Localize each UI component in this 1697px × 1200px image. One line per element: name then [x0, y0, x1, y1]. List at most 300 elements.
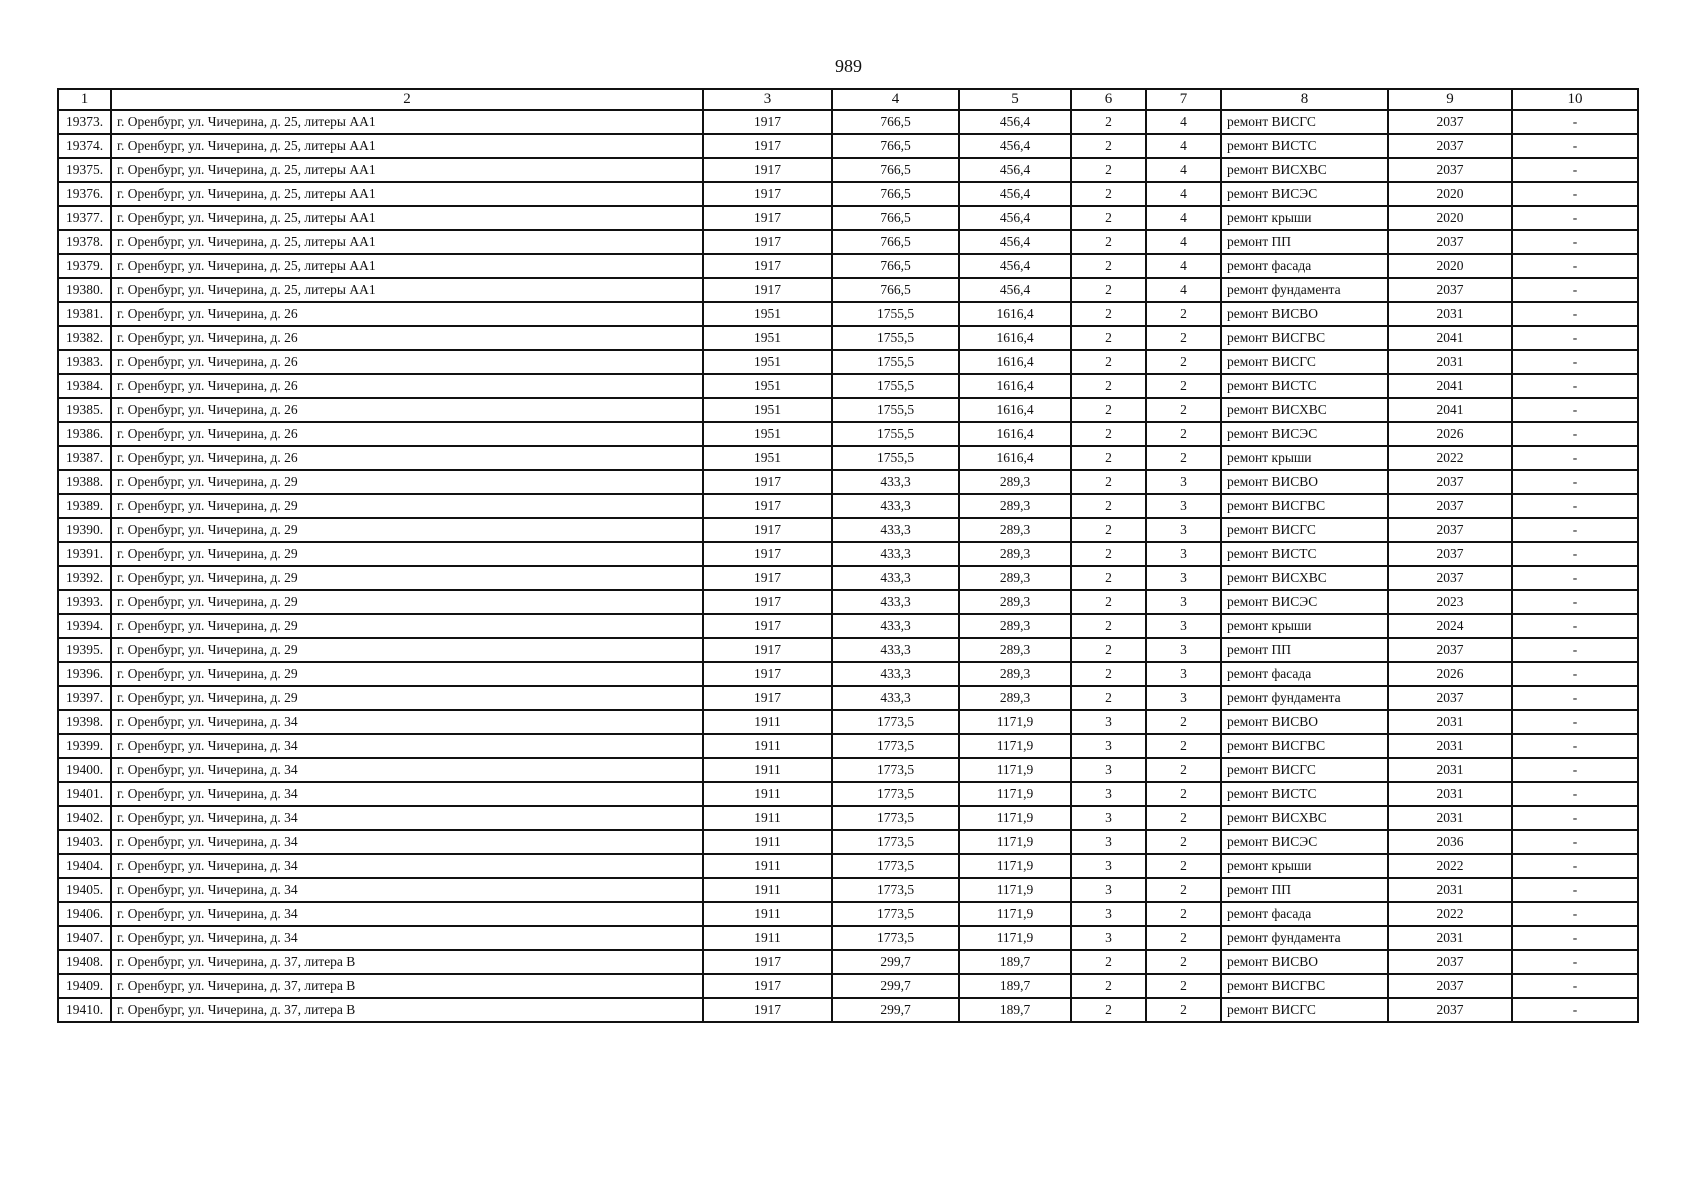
work-type-cell: ремонт крыши	[1221, 206, 1388, 230]
col10-cell: -	[1512, 278, 1638, 302]
planned-year-cell: 2037	[1388, 158, 1512, 182]
table-row	[58, 182, 1638, 206]
planned-year-cell: 2031	[1388, 710, 1512, 734]
col10-cell: -	[1512, 950, 1638, 974]
row-number: 19404.	[58, 854, 111, 878]
work-type-cell: ремонт ПП	[1221, 878, 1388, 902]
address-cell: г. Оренбург, ул. Чичерина, д. 25, литеры АА1	[111, 254, 703, 278]
col6-cell: 3	[1071, 734, 1146, 758]
total-area-cell: 1773,5	[832, 734, 959, 758]
col7-cell: 2	[1146, 950, 1221, 974]
total-area-cell: 1773,5	[832, 710, 959, 734]
col6-cell: 2	[1071, 950, 1146, 974]
address-cell: г. Оренбург, ул. Чичерина, д. 25, литеры АА1	[111, 158, 703, 182]
planned-year-cell: 2031	[1388, 758, 1512, 782]
col6-cell: 3	[1071, 830, 1146, 854]
table-row	[58, 878, 1638, 902]
living-area-cell: 1171,9	[959, 806, 1071, 830]
year-cell: 1911	[703, 854, 832, 878]
living-area-cell: 289,3	[959, 638, 1071, 662]
table-row	[58, 830, 1638, 854]
col6-cell: 2	[1071, 350, 1146, 374]
column-header-7: 7	[1146, 89, 1221, 110]
repair-schedule-table	[57, 88, 1639, 1023]
table-row	[58, 518, 1638, 542]
table-row	[58, 926, 1638, 950]
table-row	[58, 566, 1638, 590]
col10-cell: -	[1512, 230, 1638, 254]
living-area-cell: 456,4	[959, 230, 1071, 254]
table-row	[58, 206, 1638, 230]
col6-cell: 3	[1071, 806, 1146, 830]
address-cell: г. Оренбург, ул. Чичерина, д. 37, литера В	[111, 950, 703, 974]
col10-cell: -	[1512, 254, 1638, 278]
col7-cell: 4	[1146, 254, 1221, 278]
work-type-cell: ремонт ВИСТС	[1221, 782, 1388, 806]
col10-cell: -	[1512, 302, 1638, 326]
work-type-cell: ремонт ВИСГС	[1221, 518, 1388, 542]
address-cell: г. Оренбург, ул. Чичерина, д. 34	[111, 710, 703, 734]
col7-cell: 3	[1146, 686, 1221, 710]
address-cell: г. Оренбург, ул. Чичерина, д. 34	[111, 758, 703, 782]
address-cell: г. Оренбург, ул. Чичерина, д. 34	[111, 734, 703, 758]
total-area-cell: 766,5	[832, 278, 959, 302]
year-cell: 1951	[703, 302, 832, 326]
column-header-2: 2	[111, 89, 703, 110]
table-row	[58, 758, 1638, 782]
table-row	[58, 110, 1638, 134]
address-cell: г. Оренбург, ул. Чичерина, д. 34	[111, 782, 703, 806]
total-area-cell: 1773,5	[832, 854, 959, 878]
year-cell: 1951	[703, 398, 832, 422]
total-area-cell: 433,3	[832, 686, 959, 710]
col7-cell: 2	[1146, 974, 1221, 998]
col7-cell: 2	[1146, 422, 1221, 446]
col6-cell: 2	[1071, 374, 1146, 398]
living-area-cell: 189,7	[959, 950, 1071, 974]
year-cell: 1911	[703, 878, 832, 902]
table-row	[58, 398, 1638, 422]
col6-cell: 2	[1071, 494, 1146, 518]
total-area-cell: 1773,5	[832, 926, 959, 950]
col10-cell: -	[1512, 974, 1638, 998]
col6-cell: 3	[1071, 782, 1146, 806]
address-cell: г. Оренбург, ул. Чичерина, д. 34	[111, 926, 703, 950]
col10-cell: -	[1512, 614, 1638, 638]
living-area-cell: 456,4	[959, 182, 1071, 206]
living-area-cell: 1171,9	[959, 854, 1071, 878]
col10-cell: -	[1512, 830, 1638, 854]
address-cell: г. Оренбург, ул. Чичерина, д. 25, литеры АА1	[111, 206, 703, 230]
col6-cell: 2	[1071, 326, 1146, 350]
col6-cell: 2	[1071, 134, 1146, 158]
living-area-cell: 456,4	[959, 110, 1071, 134]
work-type-cell: ремонт фундамента	[1221, 278, 1388, 302]
col10-cell: -	[1512, 374, 1638, 398]
work-type-cell: ремонт ВИСХВС	[1221, 806, 1388, 830]
work-type-cell: ремонт ВИСВО	[1221, 302, 1388, 326]
total-area-cell: 1755,5	[832, 374, 959, 398]
col10-cell: -	[1512, 422, 1638, 446]
row-number: 19402.	[58, 806, 111, 830]
col7-cell: 3	[1146, 542, 1221, 566]
address-cell: г. Оренбург, ул. Чичерина, д. 34	[111, 878, 703, 902]
table-body	[58, 110, 1638, 1022]
work-type-cell: ремонт ВИСГВС	[1221, 734, 1388, 758]
address-cell: г. Оренбург, ул. Чичерина, д. 37, литера В	[111, 998, 703, 1022]
year-cell: 1911	[703, 710, 832, 734]
living-area-cell: 1171,9	[959, 734, 1071, 758]
col10-cell: -	[1512, 686, 1638, 710]
col6-cell: 2	[1071, 998, 1146, 1022]
column-header-6: 6	[1071, 89, 1146, 110]
col7-cell: 2	[1146, 926, 1221, 950]
total-area-cell: 766,5	[832, 206, 959, 230]
row-number: 19379.	[58, 254, 111, 278]
address-cell: г. Оренбург, ул. Чичерина, д. 25, литеры АА1	[111, 110, 703, 134]
year-cell: 1911	[703, 902, 832, 926]
row-number: 19385.	[58, 398, 111, 422]
work-type-cell: ремонт ВИСГС	[1221, 350, 1388, 374]
row-number: 19384.	[58, 374, 111, 398]
living-area-cell: 1616,4	[959, 422, 1071, 446]
year-cell: 1917	[703, 278, 832, 302]
column-header-8: 8	[1221, 89, 1388, 110]
table-row	[58, 326, 1638, 350]
living-area-cell: 1171,9	[959, 710, 1071, 734]
col10-cell: -	[1512, 662, 1638, 686]
table-row	[58, 446, 1638, 470]
col10-cell: -	[1512, 182, 1638, 206]
address-cell: г. Оренбург, ул. Чичерина, д. 26	[111, 302, 703, 326]
col10-cell: -	[1512, 878, 1638, 902]
col7-cell: 4	[1146, 158, 1221, 182]
total-area-cell: 1755,5	[832, 350, 959, 374]
row-number: 19407.	[58, 926, 111, 950]
col6-cell: 3	[1071, 878, 1146, 902]
planned-year-cell: 2041	[1388, 398, 1512, 422]
year-cell: 1951	[703, 350, 832, 374]
total-area-cell: 299,7	[832, 974, 959, 998]
address-cell: г. Оренбург, ул. Чичерина, д. 26	[111, 374, 703, 398]
table-row	[58, 998, 1638, 1022]
col6-cell: 2	[1071, 182, 1146, 206]
col6-cell: 2	[1071, 254, 1146, 278]
col10-cell: -	[1512, 134, 1638, 158]
work-type-cell: ремонт ПП	[1221, 230, 1388, 254]
col7-cell: 2	[1146, 302, 1221, 326]
living-area-cell: 289,3	[959, 470, 1071, 494]
col10-cell: -	[1512, 782, 1638, 806]
col6-cell: 2	[1071, 542, 1146, 566]
table-row	[58, 542, 1638, 566]
col6-cell: 2	[1071, 470, 1146, 494]
col6-cell: 2	[1071, 302, 1146, 326]
col6-cell: 2	[1071, 230, 1146, 254]
row-number: 19383.	[58, 350, 111, 374]
work-type-cell: ремонт ВИСГС	[1221, 758, 1388, 782]
year-cell: 1911	[703, 782, 832, 806]
planned-year-cell: 2022	[1388, 902, 1512, 926]
year-cell: 1911	[703, 758, 832, 782]
col7-cell: 2	[1146, 326, 1221, 350]
year-cell: 1917	[703, 158, 832, 182]
total-area-cell: 433,3	[832, 638, 959, 662]
year-cell: 1917	[703, 494, 832, 518]
year-cell: 1917	[703, 974, 832, 998]
col10-cell: -	[1512, 350, 1638, 374]
col7-cell: 2	[1146, 806, 1221, 830]
living-area-cell: 1616,4	[959, 446, 1071, 470]
year-cell: 1951	[703, 326, 832, 350]
year-cell: 1917	[703, 950, 832, 974]
row-number: 19374.	[58, 134, 111, 158]
year-cell: 1951	[703, 422, 832, 446]
work-type-cell: ремонт ВИСХВС	[1221, 566, 1388, 590]
planned-year-cell: 2037	[1388, 110, 1512, 134]
work-type-cell: ремонт фундамента	[1221, 926, 1388, 950]
year-cell: 1911	[703, 806, 832, 830]
col6-cell: 3	[1071, 902, 1146, 926]
column-header-3: 3	[703, 89, 832, 110]
row-number: 19378.	[58, 230, 111, 254]
table-row	[58, 950, 1638, 974]
total-area-cell: 766,5	[832, 230, 959, 254]
living-area-cell: 289,3	[959, 494, 1071, 518]
total-area-cell: 766,5	[832, 182, 959, 206]
row-number: 19400.	[58, 758, 111, 782]
living-area-cell: 1171,9	[959, 926, 1071, 950]
work-type-cell: ремонт ВИСГВС	[1221, 494, 1388, 518]
table-row	[58, 638, 1638, 662]
planned-year-cell: 2031	[1388, 926, 1512, 950]
total-area-cell: 433,3	[832, 542, 959, 566]
table-row	[58, 134, 1638, 158]
table-row	[58, 158, 1638, 182]
col6-cell: 3	[1071, 854, 1146, 878]
planned-year-cell: 2022	[1388, 854, 1512, 878]
planned-year-cell: 2031	[1388, 350, 1512, 374]
col7-cell: 2	[1146, 854, 1221, 878]
year-cell: 1917	[703, 470, 832, 494]
col7-cell: 3	[1146, 518, 1221, 542]
living-area-cell: 289,3	[959, 686, 1071, 710]
row-number: 19410.	[58, 998, 111, 1022]
col6-cell: 3	[1071, 926, 1146, 950]
column-header-1: 1	[58, 89, 111, 110]
living-area-cell: 456,4	[959, 134, 1071, 158]
col10-cell: -	[1512, 734, 1638, 758]
total-area-cell: 433,3	[832, 566, 959, 590]
total-area-cell: 1773,5	[832, 758, 959, 782]
total-area-cell: 1773,5	[832, 878, 959, 902]
work-type-cell: ремонт фундамента	[1221, 686, 1388, 710]
row-number: 19408.	[58, 950, 111, 974]
table-row	[58, 470, 1638, 494]
row-number: 19405.	[58, 878, 111, 902]
col6-cell: 2	[1071, 662, 1146, 686]
planned-year-cell: 2037	[1388, 230, 1512, 254]
col7-cell: 4	[1146, 278, 1221, 302]
col7-cell: 4	[1146, 134, 1221, 158]
planned-year-cell: 2023	[1388, 590, 1512, 614]
work-type-cell: ремонт крыши	[1221, 854, 1388, 878]
col6-cell: 2	[1071, 518, 1146, 542]
work-type-cell: ремонт ВИСГС	[1221, 998, 1388, 1022]
address-cell: г. Оренбург, ул. Чичерина, д. 29	[111, 470, 703, 494]
row-number: 19395.	[58, 638, 111, 662]
total-area-cell: 766,5	[832, 110, 959, 134]
row-number: 19391.	[58, 542, 111, 566]
table-row	[58, 350, 1638, 374]
address-cell: г. Оренбург, ул. Чичерина, д. 26	[111, 398, 703, 422]
year-cell: 1951	[703, 374, 832, 398]
col6-cell: 2	[1071, 614, 1146, 638]
work-type-cell: ремонт ВИСВО	[1221, 950, 1388, 974]
row-number: 19399.	[58, 734, 111, 758]
total-area-cell: 433,3	[832, 494, 959, 518]
total-area-cell: 299,7	[832, 998, 959, 1022]
col6-cell: 2	[1071, 566, 1146, 590]
row-number: 19401.	[58, 782, 111, 806]
address-cell: г. Оренбург, ул. Чичерина, д. 25, литеры АА1	[111, 278, 703, 302]
column-header-9: 9	[1388, 89, 1512, 110]
row-number: 19377.	[58, 206, 111, 230]
living-area-cell: 289,3	[959, 614, 1071, 638]
address-cell: г. Оренбург, ул. Чичерина, д. 29	[111, 590, 703, 614]
work-type-cell: ремонт крыши	[1221, 614, 1388, 638]
row-number: 19406.	[58, 902, 111, 926]
planned-year-cell: 2037	[1388, 638, 1512, 662]
living-area-cell: 289,3	[959, 662, 1071, 686]
col10-cell: -	[1512, 998, 1638, 1022]
living-area-cell: 1171,9	[959, 758, 1071, 782]
year-cell: 1917	[703, 518, 832, 542]
table-row	[58, 806, 1638, 830]
table-row	[58, 974, 1638, 998]
col6-cell: 2	[1071, 110, 1146, 134]
table-row	[58, 734, 1638, 758]
row-number: 19382.	[58, 326, 111, 350]
address-cell: г. Оренбург, ул. Чичерина, д. 29	[111, 638, 703, 662]
planned-year-cell: 2037	[1388, 518, 1512, 542]
row-number: 19392.	[58, 566, 111, 590]
col7-cell: 3	[1146, 638, 1221, 662]
table-row	[58, 374, 1638, 398]
col6-cell: 2	[1071, 278, 1146, 302]
year-cell: 1917	[703, 254, 832, 278]
col10-cell: -	[1512, 758, 1638, 782]
address-cell: г. Оренбург, ул. Чичерина, д. 26	[111, 350, 703, 374]
address-cell: г. Оренбург, ул. Чичерина, д. 29	[111, 686, 703, 710]
planned-year-cell: 2020	[1388, 182, 1512, 206]
total-area-cell: 433,3	[832, 662, 959, 686]
col7-cell: 4	[1146, 110, 1221, 134]
col7-cell: 3	[1146, 614, 1221, 638]
col7-cell: 2	[1146, 350, 1221, 374]
total-area-cell: 433,3	[832, 518, 959, 542]
col7-cell: 2	[1146, 902, 1221, 926]
planned-year-cell: 2020	[1388, 254, 1512, 278]
address-cell: г. Оренбург, ул. Чичерина, д. 26	[111, 326, 703, 350]
living-area-cell: 456,4	[959, 206, 1071, 230]
row-number: 19381.	[58, 302, 111, 326]
col10-cell: -	[1512, 110, 1638, 134]
column-header-10: 10	[1512, 89, 1638, 110]
work-type-cell: ремонт крыши	[1221, 446, 1388, 470]
col10-cell: -	[1512, 902, 1638, 926]
work-type-cell: ремонт ВИСВО	[1221, 470, 1388, 494]
col6-cell: 2	[1071, 398, 1146, 422]
row-number: 19409.	[58, 974, 111, 998]
work-type-cell: ремонт фасада	[1221, 254, 1388, 278]
planned-year-cell: 2037	[1388, 686, 1512, 710]
col10-cell: -	[1512, 446, 1638, 470]
header-row	[58, 89, 1638, 110]
work-type-cell: ремонт ВИСЭС	[1221, 830, 1388, 854]
planned-year-cell: 2022	[1388, 446, 1512, 470]
table-row	[58, 230, 1638, 254]
planned-year-cell: 2037	[1388, 566, 1512, 590]
planned-year-cell: 2041	[1388, 374, 1512, 398]
work-type-cell: ремонт ВИСХВС	[1221, 398, 1388, 422]
living-area-cell: 189,7	[959, 998, 1071, 1022]
living-area-cell: 1171,9	[959, 878, 1071, 902]
year-cell: 1917	[703, 614, 832, 638]
col10-cell: -	[1512, 542, 1638, 566]
year-cell: 1917	[703, 662, 832, 686]
year-cell: 1917	[703, 686, 832, 710]
living-area-cell: 456,4	[959, 158, 1071, 182]
col10-cell: -	[1512, 206, 1638, 230]
table-row	[58, 902, 1638, 926]
col10-cell: -	[1512, 494, 1638, 518]
year-cell: 1917	[703, 638, 832, 662]
total-area-cell: 1773,5	[832, 902, 959, 926]
total-area-cell: 433,3	[832, 470, 959, 494]
table-row	[58, 302, 1638, 326]
work-type-cell: ремонт фасада	[1221, 902, 1388, 926]
total-area-cell: 433,3	[832, 614, 959, 638]
col7-cell: 2	[1146, 878, 1221, 902]
address-cell: г. Оренбург, ул. Чичерина, д. 26	[111, 422, 703, 446]
address-cell: г. Оренбург, ул. Чичерина, д. 34	[111, 806, 703, 830]
living-area-cell: 1171,9	[959, 830, 1071, 854]
col10-cell: -	[1512, 518, 1638, 542]
row-number: 19396.	[58, 662, 111, 686]
planned-year-cell: 2041	[1388, 326, 1512, 350]
address-cell: г. Оренбург, ул. Чичерина, д. 37, литера В	[111, 974, 703, 998]
planned-year-cell: 2024	[1388, 614, 1512, 638]
work-type-cell: ремонт ВИСГС	[1221, 110, 1388, 134]
table-row	[58, 254, 1638, 278]
row-number: 19397.	[58, 686, 111, 710]
total-area-cell: 766,5	[832, 134, 959, 158]
table-row	[58, 710, 1638, 734]
work-type-cell: ремонт фасада	[1221, 662, 1388, 686]
col10-cell: -	[1512, 638, 1638, 662]
work-type-cell: ремонт ВИСТС	[1221, 542, 1388, 566]
col10-cell: -	[1512, 710, 1638, 734]
col7-cell: 2	[1146, 758, 1221, 782]
col7-cell: 3	[1146, 566, 1221, 590]
col6-cell: 2	[1071, 686, 1146, 710]
total-area-cell: 766,5	[832, 158, 959, 182]
year-cell: 1917	[703, 566, 832, 590]
total-area-cell: 1755,5	[832, 398, 959, 422]
work-type-cell: ремонт ВИСГВС	[1221, 326, 1388, 350]
living-area-cell: 1616,4	[959, 326, 1071, 350]
